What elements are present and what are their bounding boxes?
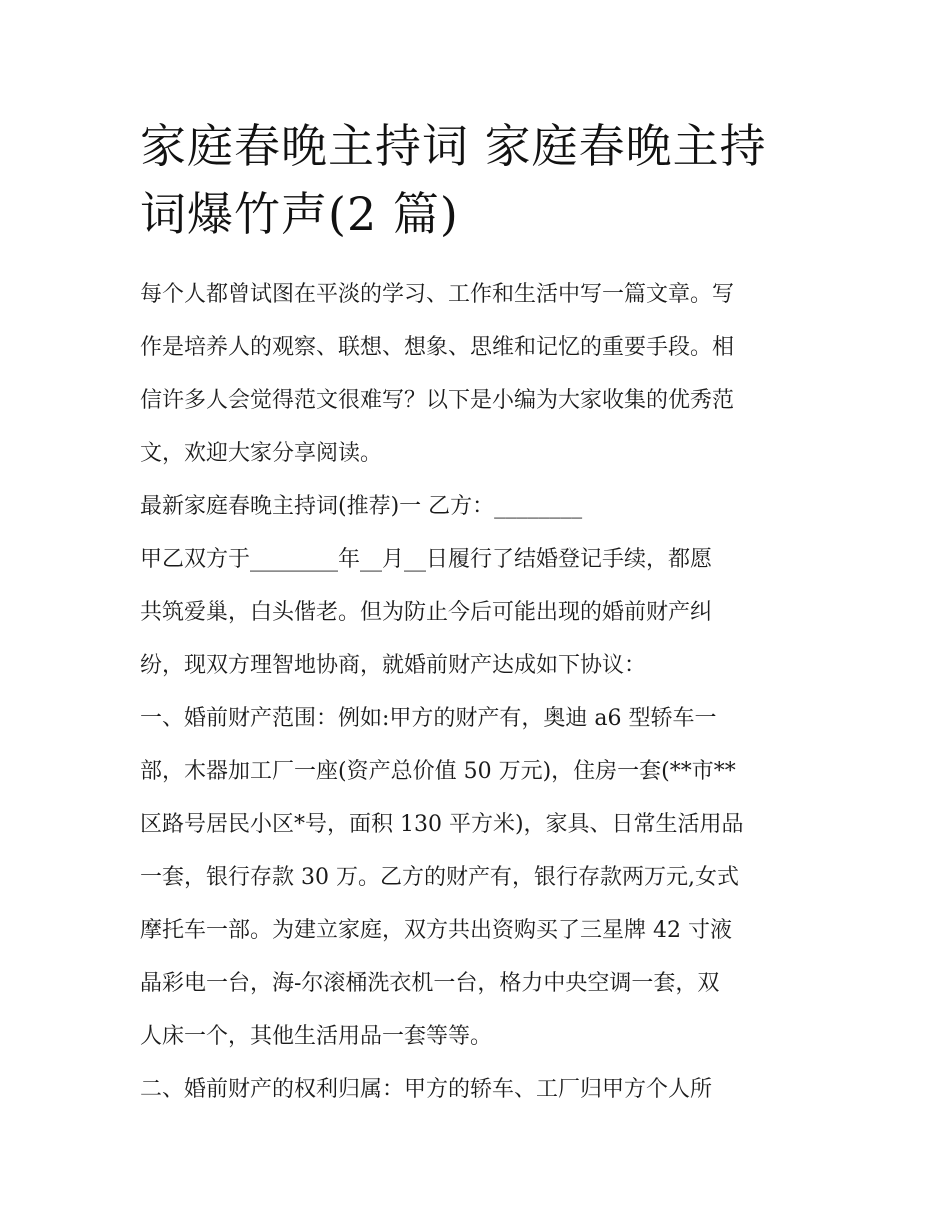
title-line-1: 家庭春晚主持词 家庭春晚主持 [140, 119, 767, 173]
text-line: 信许多人会觉得范文很难写？以下是小编为大家收集的优秀范 [140, 388, 735, 413]
text-line: 每个人都曾试图在平淡的学习、工作和生活中写一篇文章。写 [140, 282, 735, 307]
text-line: 文，欢迎大家分享阅读。 [140, 441, 383, 466]
section-heading-paragraph [140, 480, 812, 533]
text-line: 区路号居民小区*号，面积 130 平方米)，家具、日常生活用品 [140, 812, 744, 837]
text-line: 作是培养人的观察、联想、想象、思维和记忆的重要手段。相 [140, 335, 735, 360]
title-line-2: 词爆竹声(2 篇) [140, 187, 459, 241]
text-line: 纷，现双方理智地协商，就婚前财产达成如下协议： [140, 653, 647, 678]
intro-paragraph [140, 268, 812, 480]
text-line: 二、婚前财产的权利归属：甲方的轿车、工厂归甲方个人所 [140, 1077, 713, 1102]
text-line: 人床一个，其他生活用品一套等等。 [140, 1024, 493, 1049]
text-line: 晶彩电一台，海-尔滚桶洗衣机一台，格力中央空调一套，双 [140, 971, 720, 996]
text-line: 一、婚前财产范围：例如:甲方的财产有，奥迪 a6 型轿车一 [140, 706, 717, 731]
document-page [140, 112, 812, 1116]
text-line: 最新家庭春晚主持词(推荐)一 乙方：________ [140, 494, 583, 519]
agreement-intro-paragraph [140, 533, 812, 692]
text-line: 一套，银行存款 30 万。乙方的财产有，银行存款两万元,女式 [140, 865, 739, 890]
document-body [140, 268, 812, 1116]
text-line: 摩托车一部。为建立家庭，双方共出资购买了三星牌 42 寸液 [140, 918, 732, 943]
text-line: 部，木器加工厂一座(资产总价值 50 万元)，住房一套(**市** [140, 759, 736, 784]
property-rights-paragraph [140, 1063, 812, 1116]
text-line: 共筑爱巢，白头偕老。但为防止今后可能出现的婚前财产纠 [140, 600, 713, 625]
property-scope-paragraph [140, 692, 812, 1063]
text-line: 甲乙双方于________年__月__日履行了结婚登记手续，都愿 [140, 547, 713, 572]
document-title [140, 112, 812, 248]
